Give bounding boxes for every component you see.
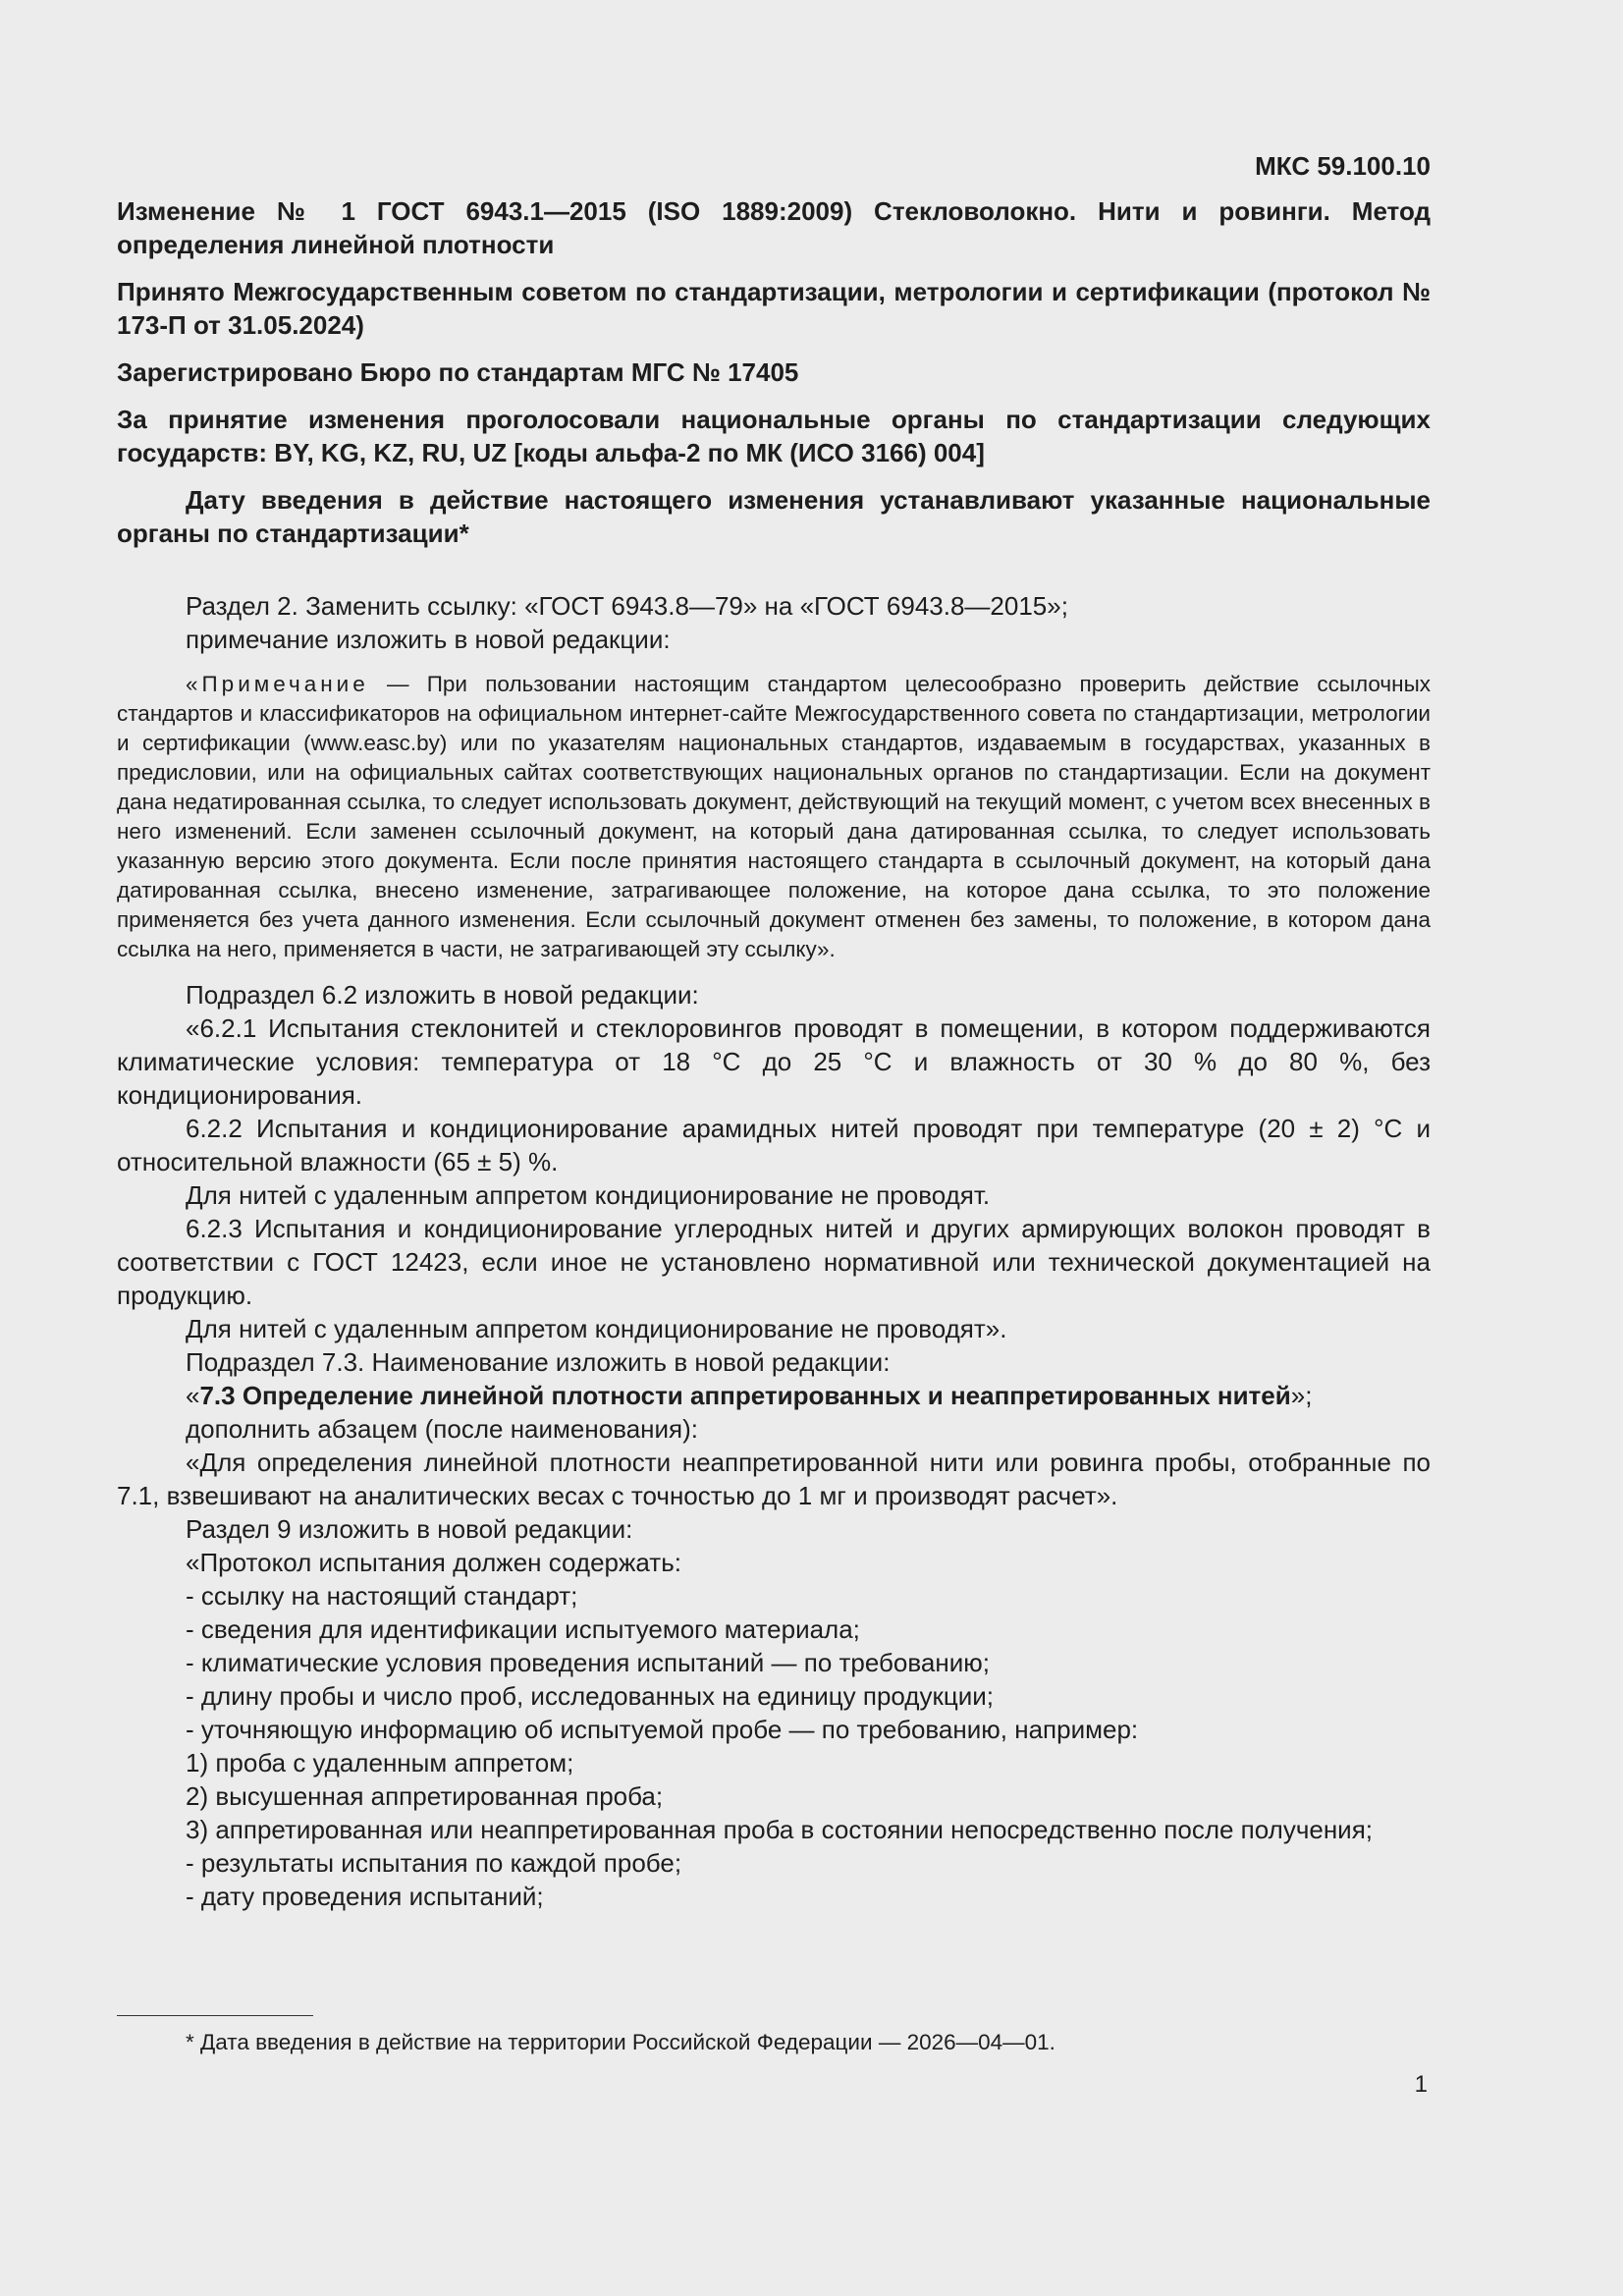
- accepted-statement: Принято Межгосударственным советом по стандартизации, метрологии и сертификации (протокол № 173-П от 31.05.2024): [117, 277, 1431, 340]
- body-paragraph: Раздел 9 изложить в новой редакции:: [186, 1514, 633, 1544]
- body-paragraph: «Протокол испытания должен содержать:: [186, 1548, 681, 1577]
- heading-7-3-line: [117, 1379, 1431, 1412]
- heading-7-3-close-quote: »;: [1290, 1381, 1313, 1410]
- list-item: 1) проба с удаленным аппретом;: [186, 1748, 574, 1777]
- list-item: 2) высушенная аппретированная проба;: [186, 1781, 664, 1811]
- paragraphs-group-a: [117, 978, 1431, 1379]
- voting-statement: За принятие изменения проголосовали национальные органы по стандартизации следующих государств: BY, KG, KZ, RU, UZ [коды альфа-2 по МК (ИСО 3166) 004]: [117, 405, 1431, 467]
- list-item: - длину пробы и число проб, исследованных на единицу продукции;: [186, 1681, 995, 1711]
- list-item: - ссылку на настоящий стандарт;: [186, 1581, 578, 1611]
- section2-note-instruction: примечание изложить в новой редакции:: [186, 625, 671, 654]
- section2-replace-reference: Раздел 2. Заменить ссылку: «ГОСТ 6943.8—79» на «ГОСТ 6943.8—2015»;: [186, 591, 1068, 621]
- page-content: [117, 149, 1431, 1913]
- list-item: - уточняющую информацию об испытуемой пробе — по требованию, например:: [186, 1715, 1139, 1744]
- body-paragraph: Подраздел 7.3. Наименование изложить в новой редакции:: [186, 1347, 891, 1377]
- footnote-separator: [117, 2015, 313, 2016]
- list-item: - дату проведения испытаний;: [186, 1882, 544, 1911]
- body-paragraph: «6.2.1 Испытания стеклонитей и стеклоровингов проводят в помещении, в котором поддерживаются климатические условия: температура от 18 °С до 25 °С и влажность от 30 % до 80 %, без кондиционирования.: [117, 1013, 1431, 1110]
- classification-code: МКС 59.100.10: [1255, 151, 1431, 181]
- body-paragraph: 6.2.2 Испытания и кондиционирование арамидных нитей проводят при температуре (20 ± 2) °С и относительной влажности (65 ± 5) %.: [117, 1114, 1431, 1176]
- paragraphs-group-b: [117, 1412, 1431, 1913]
- effective-date-statement: Дату введения в действие настоящего изменения устанавливают указанные национальные органы по стандартизации*: [117, 485, 1431, 548]
- footnote: * Дата введения в действие на территории Российской Федерации — 2026—04—01.: [186, 2030, 1055, 2054]
- list-item: - результаты испытания по каждой пробе;: [186, 1848, 682, 1878]
- body-paragraph: дополнить абзацем (после наименования):: [186, 1414, 699, 1444]
- body-paragraph: Для нитей с удаленным аппретом кондиционирование не проводят».: [186, 1314, 1007, 1343]
- heading-7-3-open-quote: «: [186, 1381, 200, 1410]
- registration-statement: Зарегистрировано Бюро по стандартам МГС № 17405: [117, 357, 799, 387]
- document-title: Изменение № 1 ГОСТ 6943.1—2015 (ISO 1889:2009) Стекловолокно. Нити и ровинги. Метод определения линейной плотности: [117, 196, 1431, 259]
- note-text: — При пользовании настоящим стандартом целесообразно проверить действие ссылочных стандартов и классификаторов на официальном интернет-сайте Межгосударственного совета по стандартизации, метрологии и сертификации (www.easc.by) или по указателям национальных стандартов, издаваемым в государствах, указанных в предисловии, или на официальных сайтах соответствующих национальных органов по стандартизации. Если на документ дана недатированная ссылка, то следует использовать документ, действующий на текущий момент, с учетом всех внесенных в него изменений. Если заменен ссылочный документ, на который дана датированная ссылка, то следует использовать указанную версию этого документа. Если после принятия настоящего стандарта в ссылочный документ, на который дана датированная ссылка, внесено изменение, затрагивающее положение, на которое дана ссылка, то это положение применяется без учета данного изменения. Если ссылочный документ отменен без замены, то положение, в котором дана ссылка на него, применяется в части, не затрагивающей эту ссылку».: [117, 672, 1431, 961]
- body-paragraph: Подраздел 6.2 изложить в новой редакции:: [186, 980, 699, 1010]
- page-number: 1: [1414, 2071, 1428, 2098]
- body-paragraph: 6.2.3 Испытания и кондиционирование углеродных нитей и других армирующих волокон проводят в соответствии с ГОСТ 12423, если иное не установлено нормативной или технической документацией на продукцию.: [117, 1214, 1431, 1310]
- footnote-area: [117, 2015, 1431, 2057]
- body-paragraph: «Для определения линейной плотности неаппретированной нити или ровинга пробы, отобранные по 7.1, взвешивают на аналитических весах с точностью до 1 мг и производят расчет».: [117, 1448, 1431, 1510]
- heading-7-3-text: 7.3 Определение линейной плотности аппретированных и неаппретированных нитей: [199, 1381, 1291, 1410]
- body-paragraph: Для нитей с удаленным аппретом кондиционирование не проводят.: [186, 1180, 991, 1210]
- list-item: - сведения для идентификации испытуемого материала;: [186, 1614, 860, 1644]
- list-item: - климатические условия проведения испытаний — по требованию;: [186, 1648, 990, 1677]
- note-label: «Примечание: [186, 672, 369, 696]
- list-item: 3) аппретированная или неаппретированная проба в состоянии непосредственно после получения;: [186, 1815, 1374, 1844]
- note-paragraph: [117, 670, 1431, 964]
- amendment-body: [117, 589, 1431, 1913]
